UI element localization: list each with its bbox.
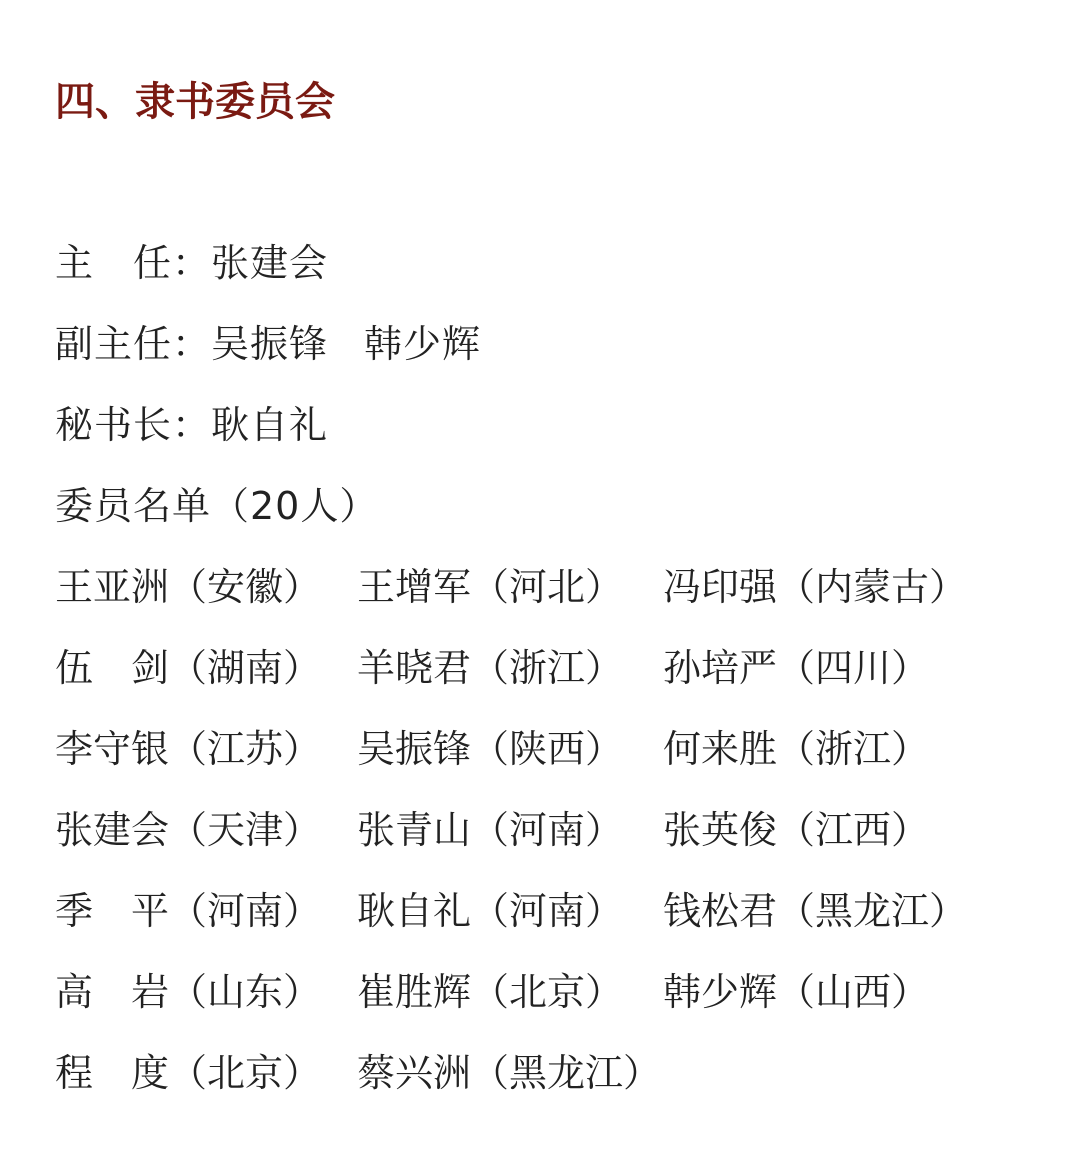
member-entry: 张青山（河南） bbox=[357, 808, 624, 852]
director-label: 主 任： bbox=[55, 241, 212, 285]
deputy-director-name: 吴振锋 bbox=[211, 322, 329, 366]
member-entry: 蔡兴洲（黑龙江） bbox=[357, 1051, 662, 1095]
secretary-general-name: 耿自礼 bbox=[211, 403, 329, 447]
deputy-director-label: 副主任： bbox=[55, 322, 212, 366]
director-line bbox=[55, 240, 328, 286]
member-entry: 王亚洲（安徽） bbox=[55, 565, 322, 609]
member-entry: 耿自礼（河南） bbox=[357, 889, 624, 933]
deputy-director-line bbox=[55, 321, 481, 367]
member-entry: 羊晓君（浙江） bbox=[357, 646, 624, 690]
member-entry: 崔胜辉（北京） bbox=[357, 970, 624, 1014]
member-entry: 吴振锋（陕西） bbox=[357, 727, 624, 771]
member-entry: 伍 剑（湖南） bbox=[55, 646, 322, 690]
member-entry: 张英俊（江西） bbox=[663, 808, 930, 852]
member-entry: 冯印强（内蒙古） bbox=[663, 565, 968, 609]
director-name: 张建会 bbox=[211, 241, 329, 285]
member-entry: 季 平（河南） bbox=[55, 889, 322, 933]
member-entry: 张建会（天津） bbox=[55, 808, 322, 852]
member-entry: 王增军（河北） bbox=[357, 565, 624, 609]
members-heading: 委员名单（20人） bbox=[55, 484, 379, 528]
section-title: 四、隶书委员会 bbox=[55, 79, 335, 125]
member-entry: 高 岩（山东） bbox=[55, 970, 322, 1014]
secretary-general-label: 秘书长： bbox=[55, 403, 212, 447]
member-entry: 何来胜（浙江） bbox=[663, 727, 930, 771]
member-entry: 孙培严（四川） bbox=[663, 646, 930, 690]
secretary-general-line bbox=[55, 402, 328, 448]
member-entry: 程 度（北京） bbox=[55, 1051, 322, 1095]
member-entry: 韩少辉（山西） bbox=[663, 970, 930, 1014]
member-entry: 钱松君（黑龙江） bbox=[663, 889, 968, 933]
deputy-director-name: 韩少辉 bbox=[364, 322, 482, 366]
member-entry: 李守银（江苏） bbox=[55, 727, 322, 771]
